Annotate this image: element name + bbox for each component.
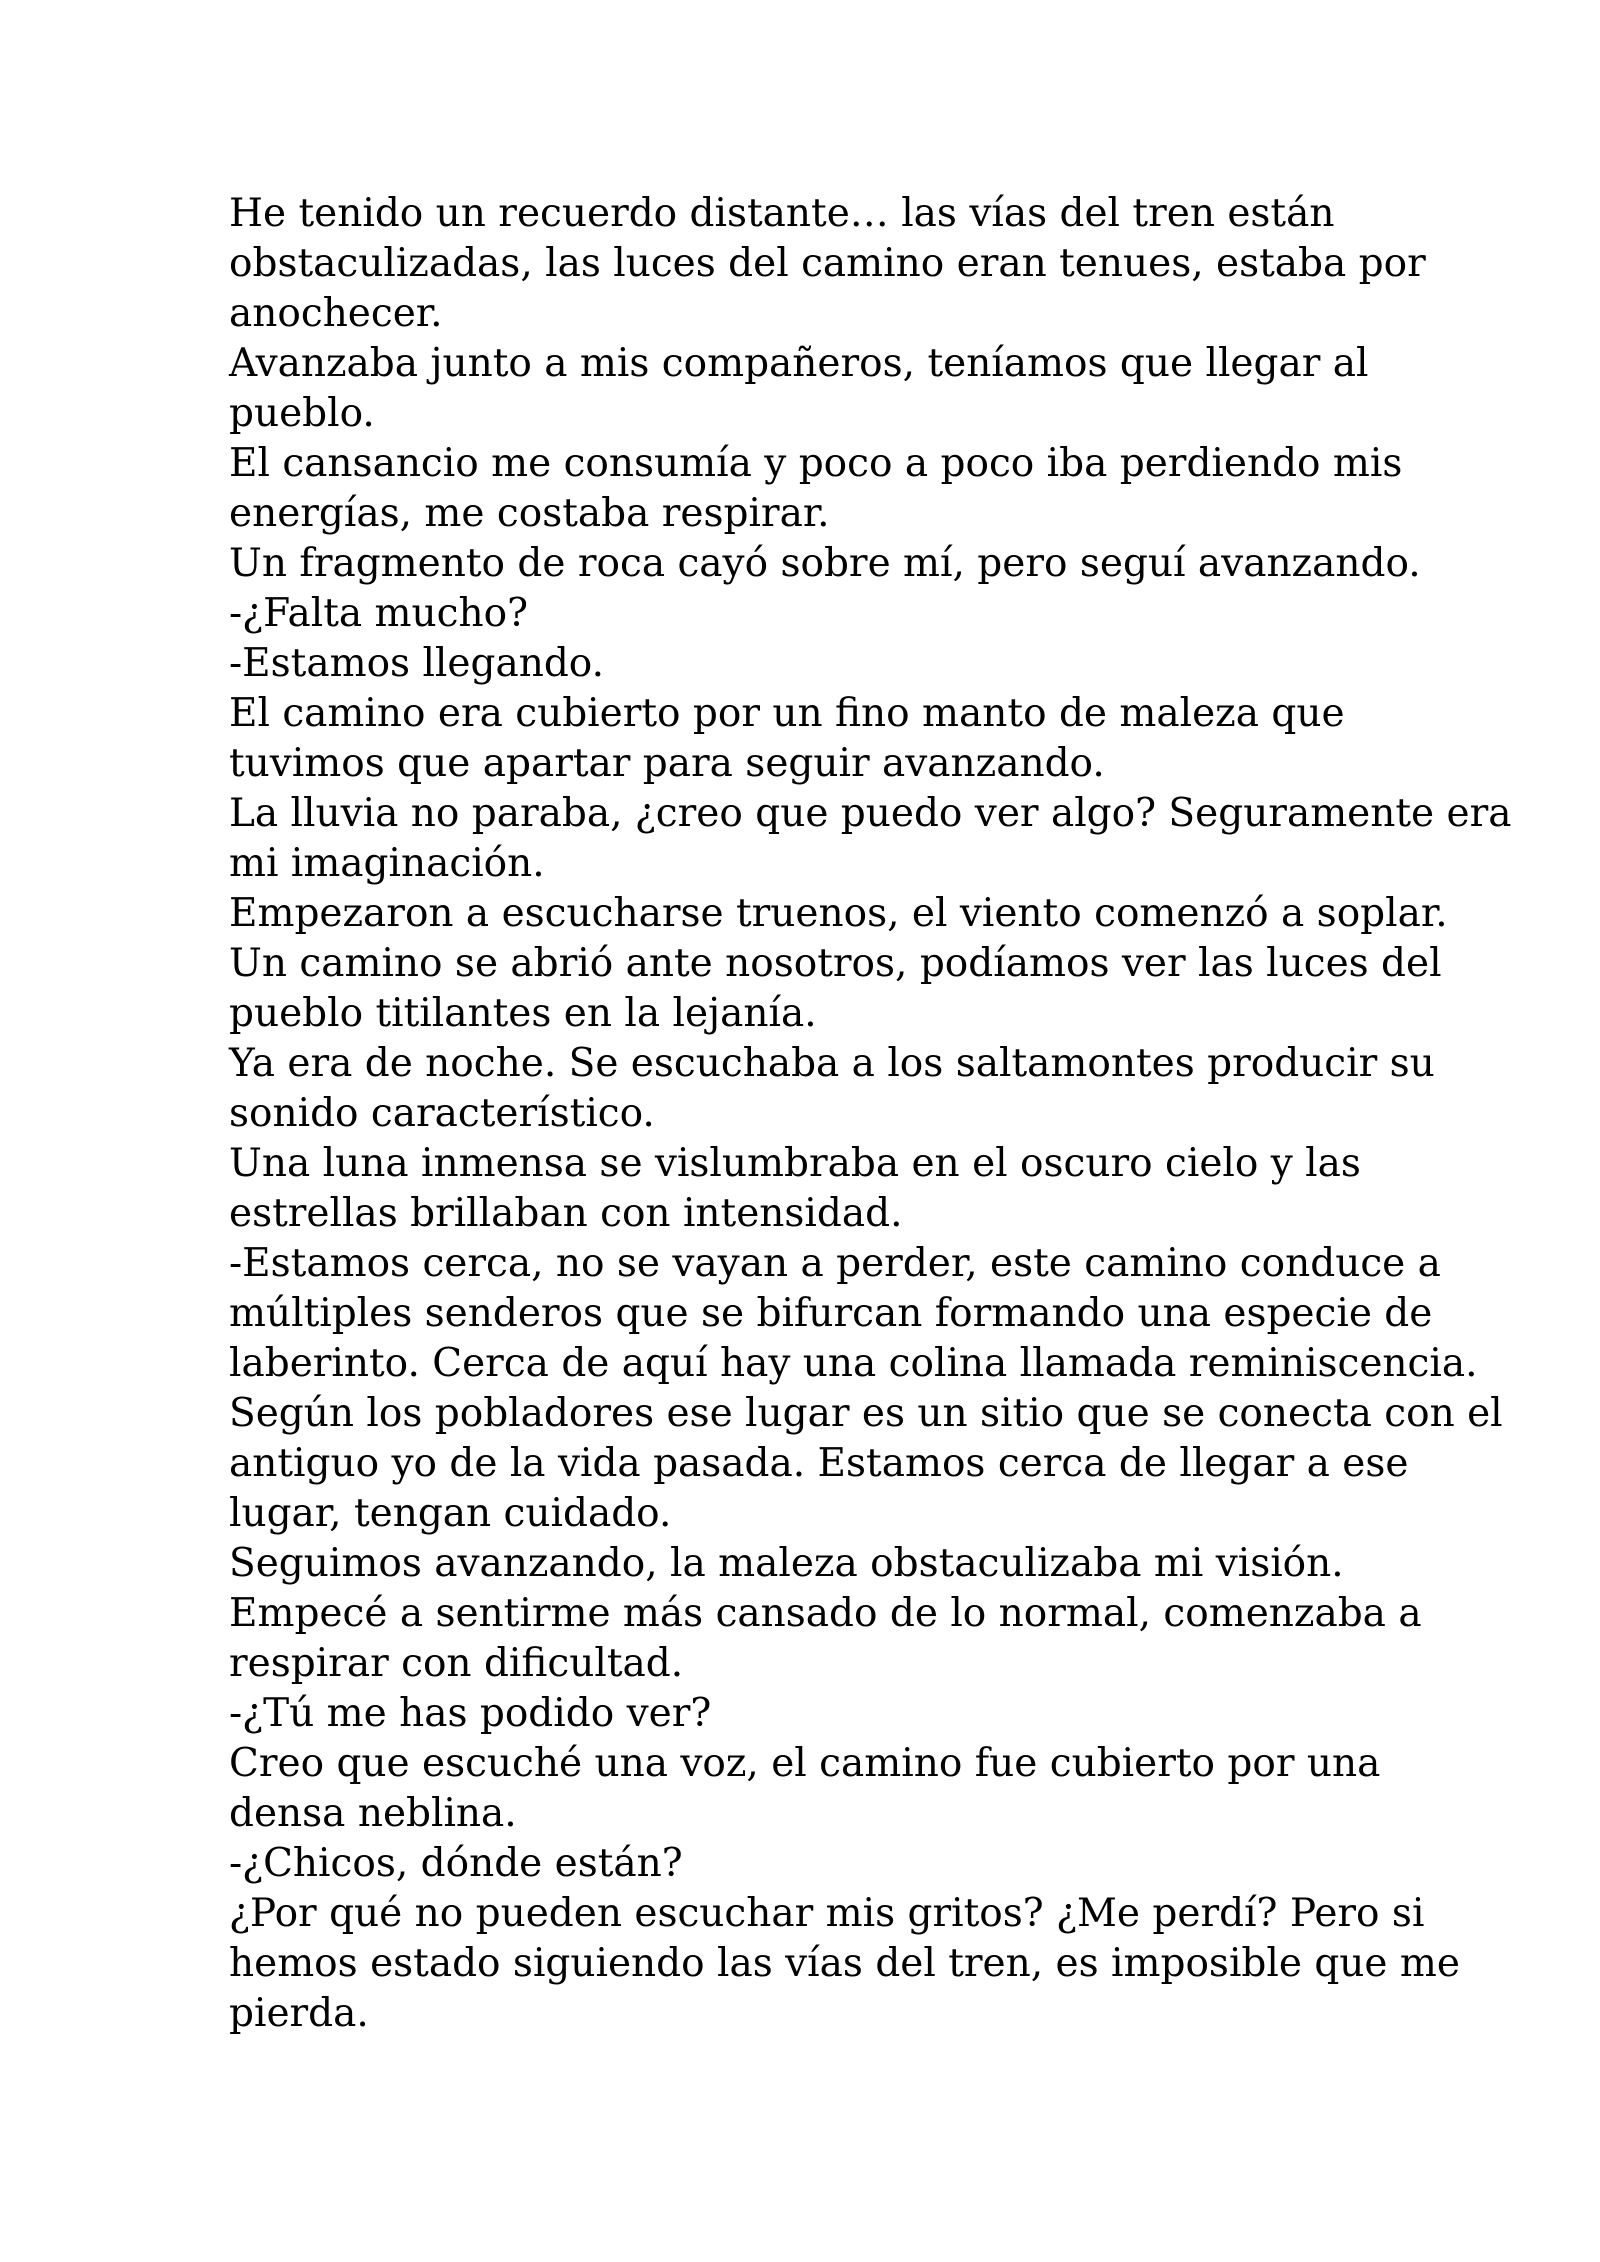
- text-line: Creo que escuché una voz, el camino fue cubierto por una: [229, 1741, 1381, 1786]
- dialogue-line: -¿Chicos, dónde están?: [229, 1841, 683, 1886]
- text-line: pierda.: [229, 1991, 369, 2036]
- text-line: estrellas brillaban con intensidad.: [229, 1191, 903, 1236]
- text-line: Avanzaba junto a mis compañeros, teníamos que llegar al: [229, 341, 1369, 386]
- dialogue-line: -¿Tú me has podido ver?: [229, 1691, 712, 1736]
- text-line: Un camino se abrió ante nosotros, podíamos ver las luces del: [229, 941, 1442, 986]
- text-line: múltiples senderos que se bifurcan formando una especie de: [229, 1291, 1433, 1336]
- text-line: Seguimos avanzando, la maleza obstaculizaba mi visión.: [229, 1541, 1344, 1586]
- text-line: El camino era cubierto por un fino manto de maleza que: [229, 691, 1345, 736]
- text-line: Empezaron a escucharse truenos, el viento comenzó a soplar.: [229, 891, 1448, 936]
- text-line: Empecé a sentirme más cansado de lo normal, comenzaba a: [229, 1591, 1422, 1636]
- text-line: energías, me costaba respirar.: [229, 491, 830, 536]
- text-line: He tenido un recuerdo distante… las vías del tren están: [229, 191, 1335, 236]
- text-line: Ya era de noche. Se escuchaba a los saltamontes producir su: [229, 1041, 1435, 1086]
- text-line: tuvimos que apartar para seguir avanzando.: [229, 741, 1105, 786]
- text-line: hemos estado siguiendo las vías del tren, es imposible que me: [229, 1941, 1460, 1986]
- text-line: laberinto. Cerca de aquí hay una colina llamada reminiscencia.: [229, 1341, 1478, 1386]
- text-line: Según los pobladores ese lugar es un sitio que se conecta con el: [229, 1391, 1503, 1436]
- dialogue-line: -¿Falta mucho?: [229, 591, 528, 636]
- text-line: Una luna inmensa se vislumbraba en el oscuro cielo y las: [229, 1141, 1361, 1186]
- text-line: Un fragmento de roca cayó sobre mí, pero seguí avanzando.: [229, 541, 1421, 586]
- text-line: pueblo titilantes en la lejanía.: [229, 991, 817, 1036]
- text-line: obstaculizadas, las luces del camino eran tenues, estaba por: [229, 241, 1426, 286]
- text-line: ¿Por qué no pueden escuchar mis gritos? ¿Me perdí? Pero si: [229, 1891, 1425, 1936]
- dialogue-line: -Estamos llegando.: [229, 641, 604, 686]
- text-line: antiguo yo de la vida pasada. Estamos cerca de llegar a ese: [229, 1441, 1409, 1486]
- text-line: lugar, tengan cuidado.: [229, 1491, 672, 1536]
- text-line: mi imaginación.: [229, 841, 545, 886]
- text-line: densa neblina.: [229, 1791, 517, 1836]
- body-text: [229, 189, 1512, 2039]
- text-line: anochecer.: [229, 291, 443, 336]
- text-line: pueblo.: [229, 391, 375, 436]
- text-line: respirar con dificultad.: [229, 1641, 684, 1686]
- text-line: La lluvia no paraba, ¿creo que puedo ver algo? Seguramente era: [229, 791, 1512, 836]
- text-line: El cansancio me consumía y poco a poco iba perdiendo mis: [229, 441, 1403, 486]
- dialogue-line: -Estamos cerca, no se vayan a perder, este camino conduce a: [229, 1241, 1441, 1286]
- text-line: sonido característico.: [229, 1091, 655, 1136]
